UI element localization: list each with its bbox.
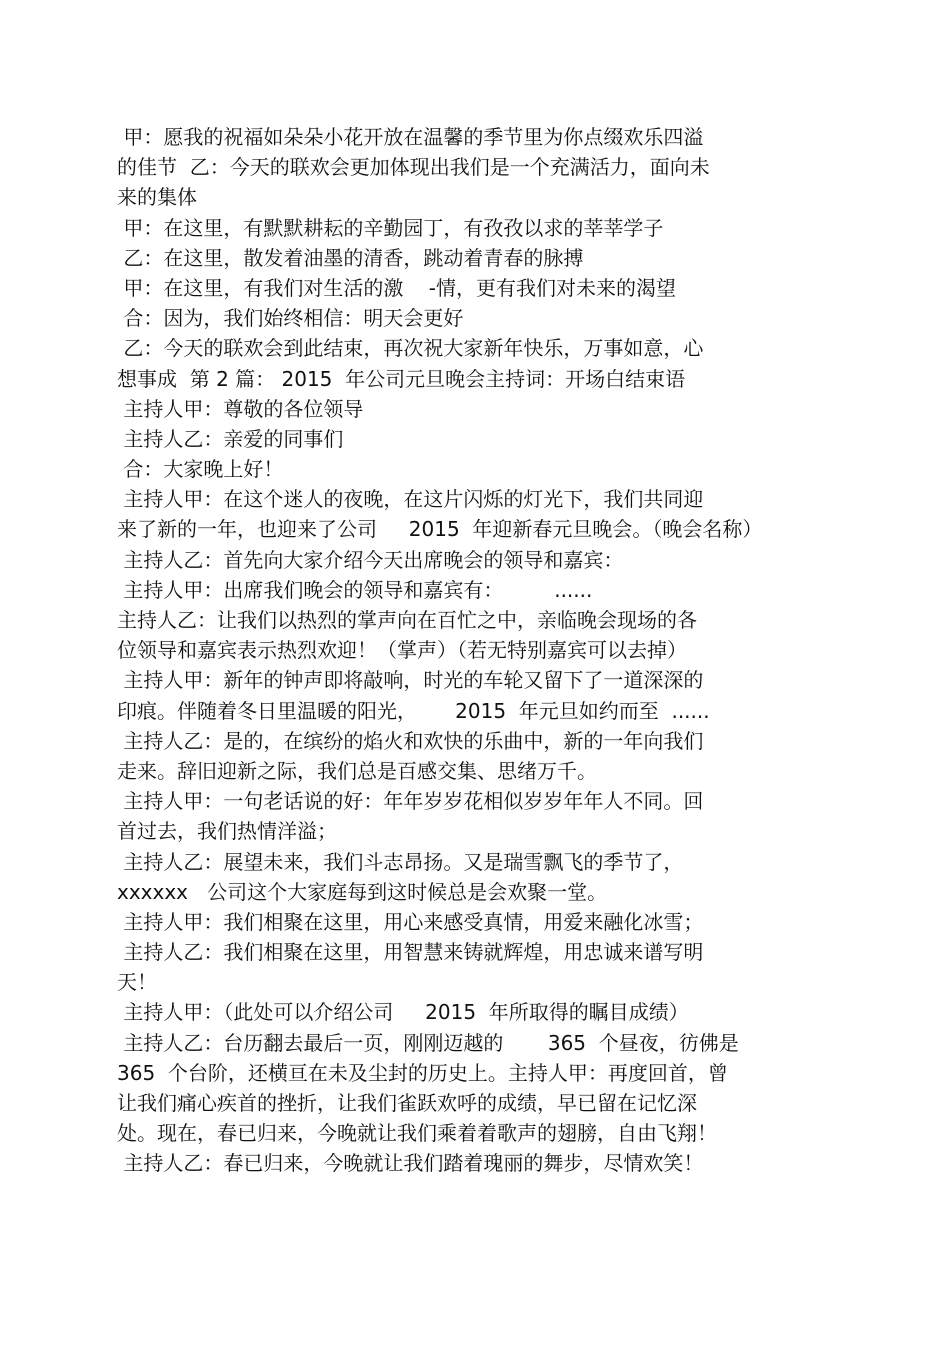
text-line: 主持人甲：尊敬的各位领导 xyxy=(117,396,364,421)
text-line: 处。现在，春已归来，今晚就让我们乘着着歌声的翅膀，自由飞翔！ xyxy=(117,1121,717,1146)
text-line: 合：因为，我们始终相信：明天会更好 xyxy=(117,306,464,331)
text-line: 甲：愿我的祝福如朵朵小花开放在温馨的季节里为你点缀欢乐四溢 xyxy=(117,125,704,149)
text-line: 主持人乙：亲爱的同事们 xyxy=(117,426,344,451)
text-line: 甲：在这里，有我们对生活的激 -情，更有我们对未来的渴望 xyxy=(117,275,677,300)
text-line: xxxxxx 公司这个大家庭每到这时候总是会欢聚一堂。 xyxy=(117,879,608,904)
text-line: 来的集体 xyxy=(117,185,197,210)
text-line: 乙：在这里，散发着油墨的清香，跳动着青春的脉搏 xyxy=(117,245,584,270)
text-line: 主持人乙：展望未来，我们斗志昂扬。又是瑞雪飘飞的季节了， xyxy=(117,849,684,874)
text-line: 乙：今天的联欢会到此结束，再次祝大家新年快乐，万事如意，心 xyxy=(117,336,704,361)
text-line: 主持人乙：我们相聚在这里，用智慧来铸就辉煌，用忠诚来谱写明 xyxy=(117,940,704,965)
text-line: 365 个台阶，还横亘在未及尘封的历史上。主持人甲：再度回首，曾 xyxy=(117,1060,728,1085)
text-line: 想事成 第 2 篇： 2015 年公司元旦晚会主持词：开场白结束语 xyxy=(117,366,686,391)
text-line: 主持人甲：我们相聚在这里，用心来感受真情，用爱来融化冰雪； xyxy=(117,909,704,934)
text-line: 甲：在这里，有默默耕耘的辛勤园丁，有孜孜以求的莘莘学子 xyxy=(117,215,664,240)
text-line: 主持人甲：（此处可以介绍公司 2015 年所取得的瞩目成绩） xyxy=(117,1000,689,1025)
text-line: 主持人甲：出席我们晚会的领导和嘉宾有： ...... xyxy=(117,577,593,602)
text-line: 首过去，我们热情洋溢； xyxy=(117,819,337,844)
text-line: 天！ xyxy=(117,970,157,995)
text-line: 位领导和嘉宾表示热烈欢迎！（掌声）（若无特别嘉宾可以去掉） xyxy=(117,638,687,663)
text-line: 印痕。伴随着冬日里温暖的阳光， 2015 年元旦如约而至 ...... xyxy=(117,698,710,723)
text-line: 主持人乙：是的，在缤纷的焰火和欢快的乐曲中，新的一年向我们 xyxy=(117,728,704,753)
text-line: 主持人乙：台历翻去最后一页，刚刚迈越的 365 个昼夜，彷佛是 xyxy=(117,1030,739,1055)
text-line: 的佳节 乙：今天的联欢会更加体现出我们是一个充满活力，面向未 xyxy=(117,155,710,180)
text-line: 主持人甲：在这个迷人的夜晚，在这片闪烁的灯光下，我们共同迎 xyxy=(117,487,704,512)
text-line: 主持人乙：首先向大家介绍今天出席晚会的领导和嘉宾： xyxy=(117,547,624,572)
text-line: 走来。辞旧迎新之际，我们总是百感交集、思绪万千。 xyxy=(117,758,597,783)
text-line: 来了新的一年，也迎来了公司 2015 年迎新春元旦晚会。（晚会名称） xyxy=(117,517,763,542)
text-line: 让我们痛心疾首的挫折，让我们雀跃欢呼的成绩，早已留在记忆深 xyxy=(117,1091,697,1115)
text-line: 主持人乙：春已归来，今晚就让我们踏着瑰丽的舞步，尽情欢笑！ xyxy=(117,1151,704,1176)
text-line: 主持人甲：新年的钟声即将敲响，时光的车轮又留下了一道深深的 xyxy=(117,668,704,693)
text-line: 主持人乙：让我们以热烈的掌声向在百忙之中，亲临晚会现场的各 xyxy=(117,608,697,632)
document-body xyxy=(117,122,837,1179)
text-line: 合：大家晚上好！ xyxy=(117,457,284,482)
text-line: 主持人甲：一句老话说的好：年年岁岁花相似岁岁年年人不同。回 xyxy=(117,789,704,814)
